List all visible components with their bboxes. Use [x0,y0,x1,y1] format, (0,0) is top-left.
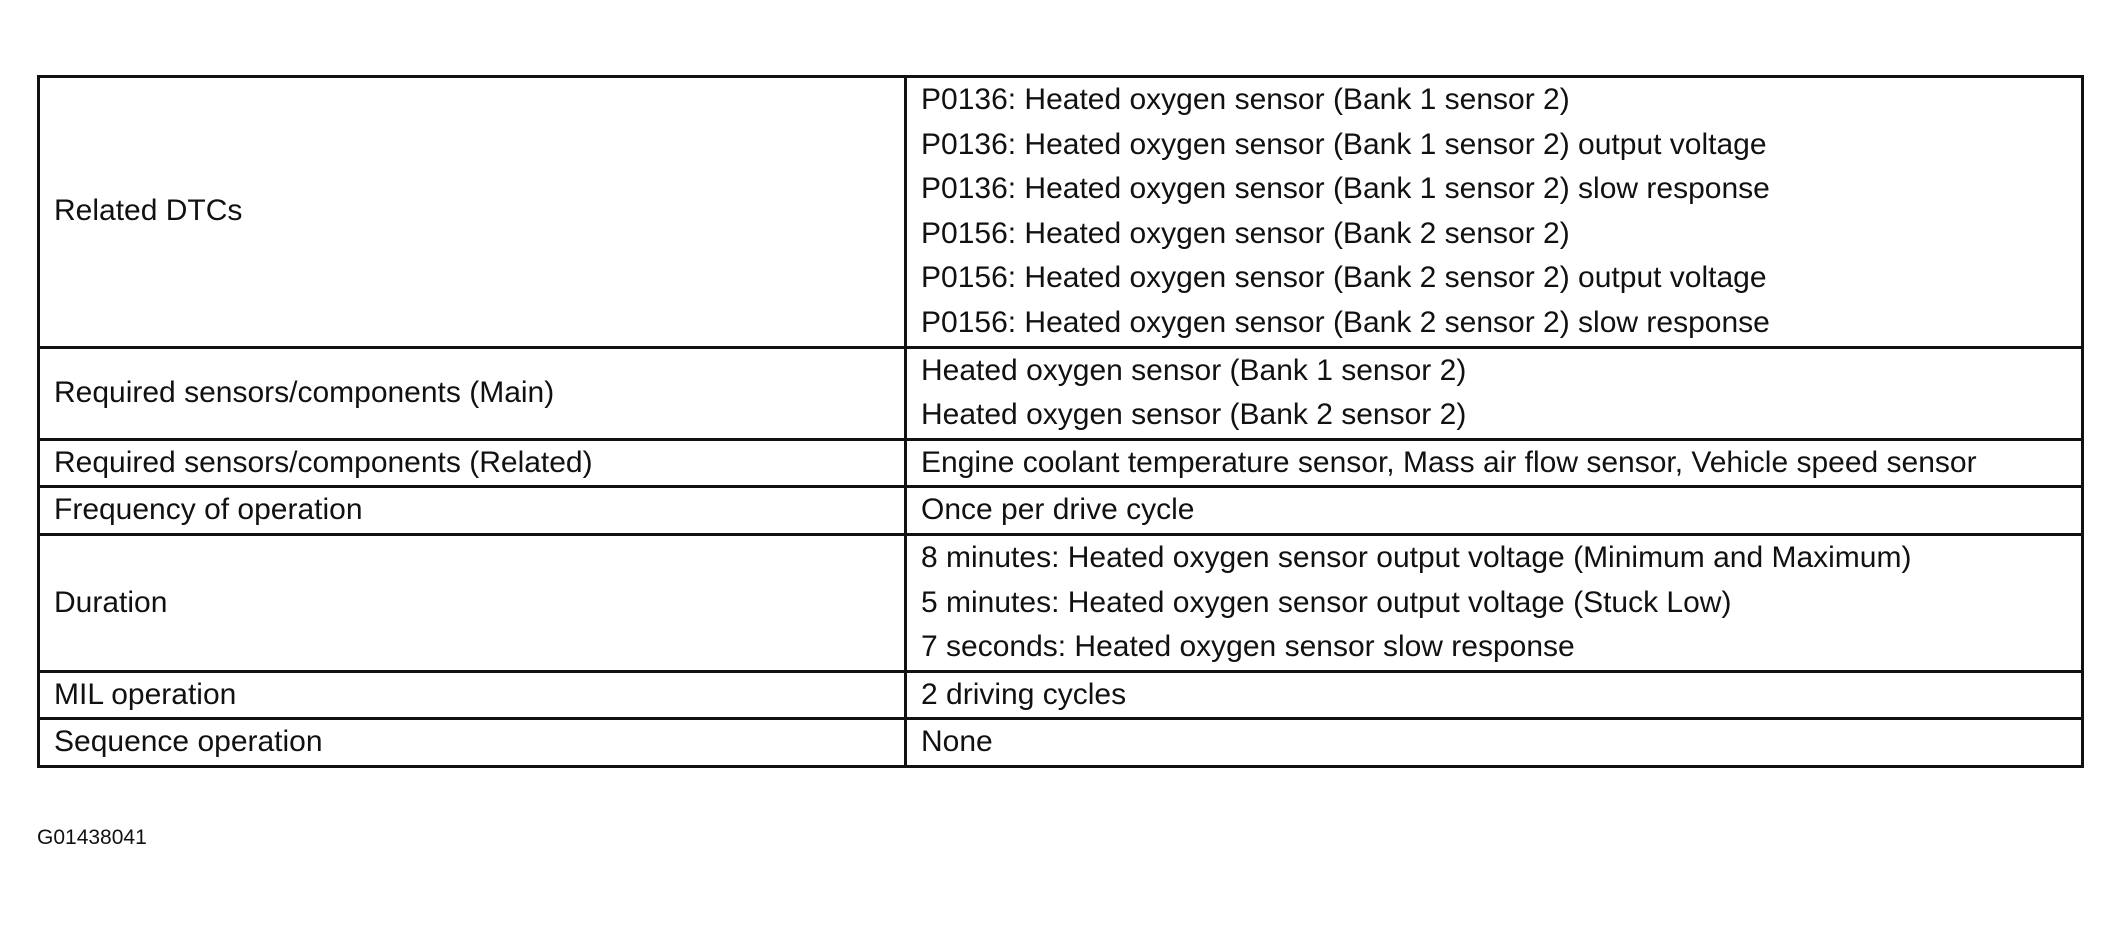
row-label-required-related: Required sensors/components (Related) [39,439,906,487]
value-line: P0136: Heated oxygen sensor (Bank 1 sensor 2) [921,83,1570,116]
row-label-required-main: Required sensors/components (Main) [39,347,906,439]
row-label-frequency: Frequency of operation [39,487,906,535]
value-line: Engine coolant temperature sensor, Mass air flow sensor, Vehicle speed sensor [921,445,1977,479]
table-row-related-dtcs [39,77,2083,348]
table-row-frequency [39,487,2083,535]
row-value-mil-operation [906,671,2083,719]
table-row-sequence-operation [39,719,2083,767]
row-value-sequence-operation [906,719,2083,767]
row-value-related-dtcs [906,77,2083,348]
table-row-required-related [39,439,2083,487]
value-line: Once per drive cycle [921,493,1195,527]
table-row-duration [39,534,2083,671]
value-line: P0156: Heated oxygen sensor (Bank 2 sensor 2) output voltage [921,261,1767,295]
value-line: 8 minutes: Heated oxygen sensor output voltage (Minimum and Maximum) [921,540,1912,574]
value-line: None [921,725,993,759]
row-label-sequence-operation: Sequence operation [39,719,906,767]
value-line: P0156: Heated oxygen sensor (Bank 2 sensor 2) [921,216,1570,250]
row-label-duration: Duration [39,534,906,671]
table-row-mil-operation [39,671,2083,719]
specification-table [37,75,2084,768]
row-value-duration [906,534,2083,671]
row-value-frequency [906,487,2083,535]
row-value-required-related [906,439,2083,487]
value-line: 2 driving cycles [921,677,1127,711]
value-line: P0136: Heated oxygen sensor (Bank 1 sensor 2) output voltage [921,127,1767,161]
table-row-required-main [39,347,2083,439]
row-value-required-main [906,347,2083,439]
row-label-mil-operation: MIL operation [39,671,906,719]
value-line: 5 minutes: Heated oxygen sensor output voltage (Stuck Low) [921,585,1732,619]
value-line: P0136: Heated oxygen sensor (Bank 1 sensor 2) slow response [921,172,1770,206]
specification-table-body [39,77,2083,767]
figure-code-caption: G01438041 [37,826,147,849]
value-line: 7 seconds: Heated oxygen sensor slow response [921,630,1575,664]
value-line: Heated oxygen sensor (Bank 1 sensor 2) [921,353,1467,387]
row-label-related-dtcs: Related DTCs [39,77,906,348]
value-line: Heated oxygen sensor (Bank 2 sensor 2) [921,398,1467,432]
value-line: P0156: Heated oxygen sensor (Bank 2 sensor 2) slow response [921,305,1770,339]
